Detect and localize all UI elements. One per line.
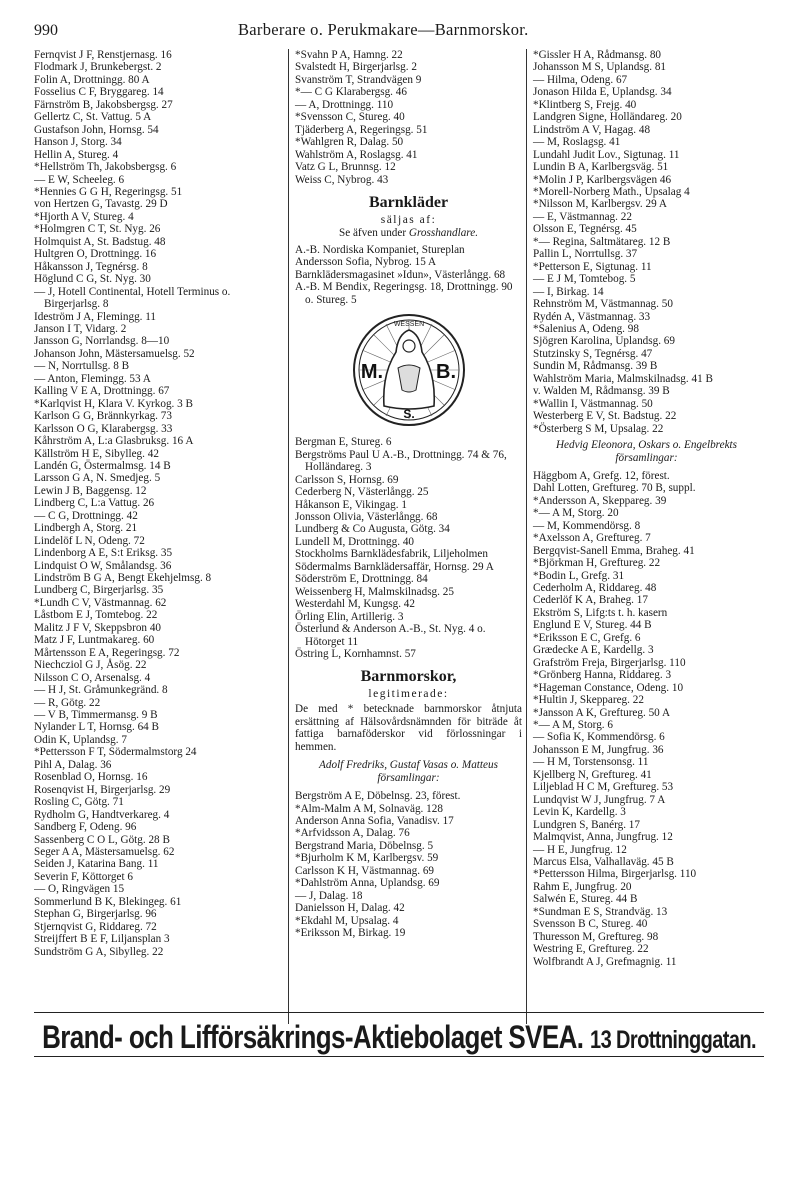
barnklader-list-b [295, 436, 522, 660]
svea-ad-address: 13 Drottninggatan. [590, 1026, 756, 1055]
directory-entry: Karlson G G, Brännkyrkag. 73 [34, 410, 172, 423]
directory-entry: *Alm-Malm A M, Solnaväg. 128 [295, 802, 443, 815]
directory-entry: Pihl A, Dalag. 36 [34, 758, 112, 771]
directory-entry: Danielsson H, Dalag. 42 [295, 902, 405, 915]
directory-entry: *Sundman E S, Strandväg. 13 [533, 905, 668, 918]
directory-entry: — M, Kommendörsg. 8 [533, 519, 641, 532]
directory-entry: Johanson John, Mästersamuelsg. 52 [34, 347, 195, 360]
barberare-continued-list [295, 49, 522, 186]
directory-entry: Janson I T, Vidarg. 2 [34, 322, 127, 335]
directory-entry: Folin A, Drottningg. 80 A [34, 73, 150, 86]
directory-entry: Wolfbrandt A J, Grefmagnig. 11 [533, 955, 677, 968]
directory-entry: Stjernqvist G, Riddareg. 72 [34, 920, 157, 933]
directory-entry: A.-B. M Bendix, Regeringsg. 18, Drottningg. 90 o. Stureg. 5 [295, 281, 513, 306]
directory-entry: Gustafson John, Hornsg. 54 [34, 123, 159, 136]
see-also-note: Se äfven under Grosshandlare. [338, 226, 478, 239]
section-subtitle-barnklader: säljas af: [380, 213, 437, 226]
directory-entry: Lindberg C, L:a Vattug. 26 [34, 497, 155, 510]
directory-entry: Bergströms Paul U A.-B., Drottningg. 74 & 76, Holländareg. 3 [295, 448, 507, 474]
directory-entry: Rosenqvist H, Birgerjarlsg. 29 [34, 783, 171, 796]
directory-entry: *Hellström Th, Jakobsbergsg. 6 [34, 161, 177, 174]
directory-entry: Lindström B G A, Bengt Ekehjelmsg. 8 [34, 572, 212, 585]
directory-entry: Bergqvist-Sanell Emma, Braheg. 41 [533, 544, 695, 557]
directory-entry: Lundin B A, Karlbergsväg. 51 [533, 161, 669, 174]
directory-entry: Niechcziol G J, Åsög. 22 [34, 659, 147, 672]
directory-entry: Holmquist A, St. Badstug. 48 [34, 235, 166, 248]
directory-entry: Grafström Freja, Birgerjarlsg. 110 [533, 656, 686, 669]
directory-entry: Flodmark J, Brunkebergst. 2 [34, 61, 162, 74]
directory-entry: Lindquist O W, Smålandsg. 36 [34, 559, 172, 572]
directory-entry: Sjögren Karolina, Uplandsg. 69 [533, 335, 675, 348]
directory-entry: *Holmgren C T, St. Nyg. 26 [34, 223, 161, 236]
directory-entry: Jonason Hilda E, Uplandsg. 34 [533, 86, 672, 99]
directory-entry: — Hilma, Odeng. 67 [533, 73, 628, 86]
directory-entry: — H J, St. Gråmunkegränd. 8 [34, 684, 168, 697]
directory-entry: Landén G, Östermalmsg. 14 B [34, 459, 171, 472]
directory-entry: Österlund & Anderson A.-B., St. Nyg. 4 o. Hötorget 11 [295, 623, 486, 648]
directory-entry: — M, Roslagsg. 41 [533, 136, 621, 149]
directory-entry: *Petterson E, Sigtunag. 11 [533, 260, 652, 273]
directory-entry: A.-B. Nordiska Kompaniet, Stureplan [295, 243, 465, 256]
directory-entry: *Pettersson Hilma, Birgerjarlsg. 110 [533, 868, 697, 881]
directory-entry: — J, Dalag. 18 [295, 889, 363, 902]
directory-entry: Sassenberg C O L, Götg. 28 B [34, 833, 170, 846]
directory-entry: *Hennies G G H, Regeringsg. 51 [34, 185, 183, 198]
directory-entry: Westring E, Greftureg. 22 [533, 943, 649, 956]
directory-entry: *Eriksson M, Birkag. 19 [295, 927, 406, 940]
barnmorskor-list [295, 790, 522, 939]
svg-text:S.: S. [402, 407, 415, 422]
directory-columns [34, 49, 763, 1024]
directory-entry: v. Walden M, Rådmansg. 39 B [533, 385, 670, 398]
directory-entry: *Nilsson M, Karlbergsv. 29 A [533, 198, 667, 211]
directory-entry: Stephan G, Birgerjarlsg. 96 [34, 908, 157, 921]
directory-entry: — H M, Torstensonsg. 11 [533, 756, 649, 769]
directory-entry: Rosenblad O, Hornsg. 16 [34, 771, 148, 784]
directory-entry: *Hultin J, Skeppareg. 22 [533, 694, 644, 707]
directory-entry: Carlsson K H, Västmannag. 69 [295, 864, 435, 877]
directory-entry: Englund E V, Stureg. 44 B [533, 619, 652, 632]
directory-entry: — I, Birkag. 14 [533, 285, 604, 298]
directory-entry: Salwén E, Stureg. 44 B [533, 893, 638, 906]
section-title-barnklader: Barnkläder [368, 193, 449, 211]
column-barberare [34, 49, 288, 1024]
directory-entry: Seger A A, Mästersamuelsg. 62 [34, 846, 175, 858]
directory-entry: Weiss C, Nybrog. 43 [295, 173, 389, 186]
directory-entry: *Andersson A, Skeppareg. 39 [533, 494, 667, 507]
directory-entry: Stockholms Barnklädesfabrik, Liljeholmen [295, 548, 488, 561]
directory-entry: Wahlström A, Roslagsg. 41 [295, 148, 418, 161]
directory-entry: Johansson E M, Jungfrug. 36 [533, 743, 664, 756]
directory-entry: *Molin J P, Karlbergsvägen 46 [533, 173, 672, 186]
directory-entry: Lindbergh A, Storg. 21 [34, 522, 138, 535]
directory-entry: Färnström B, Jakobsbergsg. 27 [34, 98, 173, 111]
directory-entry: von Hertzen G, Tavastg. 29 D [34, 198, 168, 211]
directory-entry: Levin K, Kardellg. 3 [533, 806, 626, 819]
directory-entry: *Wallin I, Västmannag. 50 [533, 397, 653, 410]
directory-entry: *Salenius A, Odeng. 98 [533, 322, 639, 335]
directory-entry: *Morell-Norberg Math., Upsalag 4 [533, 185, 690, 198]
directory-entry: *Karlqvist H, Klara V. Kyrkog. 3 B [34, 397, 193, 410]
directory-entry: Thuresson M, Greftureg. 98 [533, 930, 659, 943]
directory-entry: Svensson B C, Stureg. 40 [533, 918, 648, 931]
mother-child-logo-icon [348, 312, 470, 428]
directory-entry: Rehnström M, Västmannag. 50 [533, 298, 673, 311]
directory-entry: Östring L, Kornhamnst. 57 [295, 647, 416, 660]
barnmorskor-list-continued [533, 49, 760, 435]
column-middle [288, 49, 526, 1024]
directory-entry: Fernqvist J F, Renstjernasg. 16 [34, 49, 172, 61]
directory-entry: Streijffert B E F, Liljansplan 3 [34, 933, 170, 946]
svg-text:M.: M. [360, 361, 383, 384]
directory-entry: Sommerlund B K, Blekingeg. 61 [34, 895, 182, 908]
directory-entry: Söderström E, Drottningg. 84 [295, 573, 428, 586]
directory-entry: Ekström S, Lifg:ts t. h. kasern [533, 606, 668, 619]
directory-entry: Cederlöf K A, Braheg. 17 [533, 594, 648, 607]
svea-advertisement [34, 1018, 764, 1057]
directory-entry: Lundahl Judit Lov., Sigtunag. 11 [533, 148, 680, 161]
directory-entry: Barnklädersmagasinet »Idun», Västerlångg. 68 [295, 268, 506, 281]
section-subtitle-barnmorskor: legitimerade: [368, 688, 449, 701]
directory-entry: Hultgren O, Drottningg. 16 [34, 248, 157, 261]
directory-entry: Lindström A V, Hagag. 48 [533, 123, 651, 136]
directory-entry: Källström H E, Sibylleg. 42 [34, 447, 159, 460]
directory-entry: Lundell M, Drottningg. 40 [295, 535, 415, 548]
svg-text:WESSEN: WESSEN [393, 321, 424, 329]
directory-entry: Bergman E, Stureg. 6 [295, 436, 392, 449]
directory-entry: Dahl Lotten, Greftureg. 70 B, suppl. [533, 482, 696, 495]
directory-entry: Larsson G A, N. Smedjeg. 5 [34, 472, 161, 485]
directory-entry: Malmqvist, Anna, Jungfrug. 12 [533, 831, 673, 844]
directory-entry: *Klintberg S, Frejg. 40 [533, 98, 637, 111]
directory-entry: Olsson E, Tegnérsg. 45 [533, 223, 637, 236]
directory-entry: Håkanson E, Vikingag. 1 [295, 498, 407, 511]
directory-entry: — V B, Timmermansg. 9 B [34, 709, 158, 722]
running-head: Barberare o. Perukmakare—Barnmorskor. [238, 20, 529, 39]
directory-entry: *Axelsson A, Greftureg. 7 [533, 532, 651, 545]
column-barnmorskor [526, 49, 762, 1024]
directory-entry: Örling Elin, Artillerig. 3 [295, 610, 404, 623]
directory-entry: Odin K, Uplandsg. 7 [34, 733, 127, 746]
directory-entry: Jansson G, Norrlandsg. 8—10 [34, 335, 170, 348]
directory-entry: Häggbom A, Grefg. 12, förest. [533, 469, 670, 482]
directory-entry: *— A M, Storg. 6 [533, 719, 613, 732]
directory-entry: Westerdahl M, Kungsg. 42 [295, 598, 415, 611]
directory-entry: Bergstrand Maria, Döbelnsg. 5 [295, 839, 434, 852]
directory-entry: *Grönberg Hanna, Riddareg. 3 [533, 669, 672, 682]
barnmorskor-list-hedvig-eleonora [533, 470, 760, 968]
directory-entry: *Arfvidsson A, Dalag. 76 [295, 827, 410, 840]
directory-entry: — E J M, Tomtebog. 5 [533, 273, 636, 286]
directory-entry: Nilsson C O, Arsenalsg. 4 [34, 671, 151, 684]
directory-entry: *Svahn P A, Hamng. 22 [295, 49, 403, 61]
directory-entry: Mårtensson E A, Regeringsg. 72 [34, 646, 180, 659]
directory-entry: Lundqvist W J, Jungfrug. 7 A [533, 793, 666, 806]
directory-entry: — E, Västmannag. 22 [533, 210, 632, 223]
directory-entry: Cederberg N, Västerlångg. 25 [295, 486, 429, 499]
directory-entry: *— Regina, Saltmätareg. 12 B [533, 235, 671, 248]
svg-text:B.: B. [435, 361, 456, 384]
directory-entry: Grædecke A E, Kardellg. 3 [533, 644, 654, 657]
directory-entry: Rosling C, Götg. 71 [34, 796, 124, 809]
directory-entry: Carlsson S, Hornsg. 69 [295, 473, 399, 486]
directory-entry: Lewin J B, Baggensg. 12 [34, 484, 147, 497]
directory-entry: Pallin L, Norrtullsg. 37 [533, 248, 638, 261]
directory-entry: *Gissler H A, Rådmansg. 80 [533, 49, 662, 61]
directory-entry: Lindelöf L N, Odeng. 72 [34, 534, 145, 547]
directory-entry: *Österberg S M, Upsalag. 22 [533, 422, 664, 435]
directory-entry: Wahlström Maria, Malmskilnadsg. 41 B [533, 372, 713, 385]
directory-entry: Ideström J A, Flemingg. 11 [34, 310, 157, 323]
directory-entry: Marcus Elsa, Valhallaväg. 45 B [533, 856, 674, 868]
directory-entry: Stutzinsky S, Tegnérsg. 47 [533, 347, 653, 360]
directory-entry: Kåhrström A, L:a Glasbruksg. 16 A [34, 435, 194, 448]
directory-entry: *Björkman H, Greftureg. 22 [533, 557, 661, 570]
directory-entry: — Anton, Flemingg. 53 A [34, 372, 151, 385]
barnklader-list-a [295, 244, 522, 306]
directory-entry: Södermalms Barnklädersaffär, Hornsg. 29 A [295, 560, 494, 573]
directory-entry: Anderson Anna Sofia, Vanadisv. 17 [295, 815, 454, 828]
directory-entry: Svalstedt H, Birgerjarlsg. 2 [295, 61, 417, 74]
directory-entry: Håkansson J, Tegnérsg. 8 [34, 260, 148, 273]
directory-entry: Westerberg E V, St. Badstug. 22 [533, 410, 677, 423]
directory-entry: *Dahlström Anna, Uplandsg. 69 [295, 877, 440, 890]
directory-entry: Karlsson O G, Klarabergsg. 33 [34, 422, 173, 435]
directory-entry: Landgren Signe, Holländareg. 20 [533, 111, 682, 124]
directory-entry: Andersson Sofia, Nybrog. 15 A [295, 256, 437, 269]
directory-entry: *— C G Klarabergsg. 46 [295, 86, 407, 99]
directory-entry: Svanström T, Strandvägen 9 [295, 73, 422, 86]
directory-entry: *— A M, Storg. 20 [533, 507, 619, 520]
directory-entry: *Bjurholm K M, Karlbergsv. 59 [295, 852, 439, 865]
directory-entry: — E W, Scheeleg. 6 [34, 173, 125, 186]
directory-entry: Rahm E, Jungfrug. 20 [533, 880, 632, 893]
directory-entry: — R, Götg. 22 [34, 696, 101, 709]
directory-entry: Lundgren S, Banérg. 17 [533, 818, 640, 831]
directory-entry: *Jansson A K, Greftureg. 50 A [533, 706, 671, 719]
advertiser-logo [295, 312, 522, 428]
footer-rule-bottom [34, 1056, 764, 1057]
directory-entry: Severin F, Köttorget 6 [34, 870, 133, 883]
directory-entry: Bergström A E, Döbelnsg. 23, förest. [295, 790, 461, 803]
parish-heading-hedvig-eleonora: Hedvig Eleonora, Oskars o. Engelbrekts församlingar: [555, 439, 738, 464]
directory-entry: — N, Norrtullsg. 8 B [34, 360, 130, 373]
directory-entry: Vatz G L, Brunnsg. 12 [295, 161, 396, 174]
directory-entry: Sundström G A, Sibylleg. 22 [34, 945, 164, 958]
directory-entry: *Hjorth A V, Stureg. 4 [34, 210, 134, 223]
directory-entry: Gellertz C, St. Vattug. 5 A [34, 111, 152, 124]
directory-entry: *Lundh C V, Västmannag. 62 [34, 596, 167, 609]
directory-entry: Hanson J, Storg. 34 [34, 136, 122, 149]
directory-entry: Låstbom E J, Tomtebog. 22 [34, 609, 158, 622]
directory-entry: Tjäderberg A, Regeringsg. 51 [295, 123, 428, 136]
directory-entry: Rydholm G, Handtverkareg. 4 [34, 808, 170, 821]
directory-entry: Fosselius C F, Bryggareg. 14 [34, 86, 164, 99]
directory-entry: — Sofia K, Kommendörsg. 6 [533, 731, 665, 744]
directory-entry: Seiden J, Katarina Bang. 11 [34, 858, 159, 871]
directory-entry: *Bodin L, Grefg. 31 [533, 569, 625, 582]
directory-entry: *Hageman Constance, Odeng. 10 [533, 681, 684, 694]
asterisk-notice: De med * betecknade barnmorskor åtnjuta ersättning af Hälsovårdsnämnden för biträde åt fattiga barnaföderskor vid förlossningar i hemmen. [295, 703, 522, 753]
directory-entry: Höglund C G, St. Nyg. 30 [34, 273, 151, 286]
directory-entry: *Wahlgren R, Dalag. 50 [295, 136, 404, 149]
directory-entry: Sandberg F, Odeng. 96 [34, 821, 137, 834]
directory-entry: Lundberg & Co Augusta, Götg. 34 [295, 523, 450, 536]
directory-entry: Nylander L T, Hornsg. 64 B [34, 721, 160, 734]
footer-rule-top [34, 1012, 764, 1013]
directory-entry: — C G, Drottningg. 42 [34, 509, 138, 522]
directory-entry: *Svensson C, Stureg. 40 [295, 111, 405, 124]
directory-entry: Liljeblad H C M, Greftureg. 53 [533, 781, 674, 794]
directory-entry: *Pettersson F T, Södermalmstorg 24 [34, 746, 197, 759]
directory-entry: Hellin A, Stureg. 4 [34, 148, 119, 161]
directory-entry: Lundberg C, Birgerjarlsg. 35 [34, 584, 164, 597]
section-title-barnmorskor: Barnmorskor, [360, 668, 457, 686]
directory-entry: — J, Hotell Continental, Hotell Terminus o. Birgerjarlsg. 8 [34, 285, 231, 311]
directory-entry: Weissenberg H, Malmskilnadsg. 25 [295, 585, 454, 598]
parish-heading: Adolf Fredriks, Gustaf Vasas o. Matteus församlingar: [319, 759, 498, 784]
directory-entry: Malitz J F V, Skeppsbron 40 [34, 621, 162, 634]
directory-entry: *Ekdahl M, Upsalag. 4 [295, 914, 399, 927]
directory-entry: Jonsson Olivia, Västerlångg. 68 [295, 510, 438, 523]
directory-entry: Cederholm A, Riddareg. 48 [533, 582, 657, 595]
directory-entry: Rydén A, Västmannag. 33 [533, 310, 651, 323]
directory-entry: Lindenborg A E, S:t Eriksg. 35 [34, 547, 173, 560]
directory-entry: Kalling V E A, Drottningg. 67 [34, 385, 170, 398]
directory-entry: Matz J F, Luntmakareg. 60 [34, 634, 155, 647]
directory-entry: Johansson M S, Uplandsg. 81 [533, 61, 667, 74]
page-number: 990 [34, 22, 58, 39]
page-header [34, 20, 763, 48]
directory-entry: Kjellberg N, Greftureg. 41 [533, 768, 652, 781]
directory-entry: *Eriksson E C, Grefg. 6 [533, 631, 641, 644]
directory-entry: Sundin M, Rådmansg. 39 B [533, 360, 658, 373]
directory-entry: — A, Drottningg. 110 [295, 98, 394, 111]
directory-entry: — O, Ringvägen 15 [34, 883, 125, 896]
svea-ad-name: Brand- och Lifförsäkrings-Aktiebolaget SVEA. [42, 1018, 584, 1056]
directory-entry: — H E, Jungfrug. 12 [533, 843, 627, 856]
